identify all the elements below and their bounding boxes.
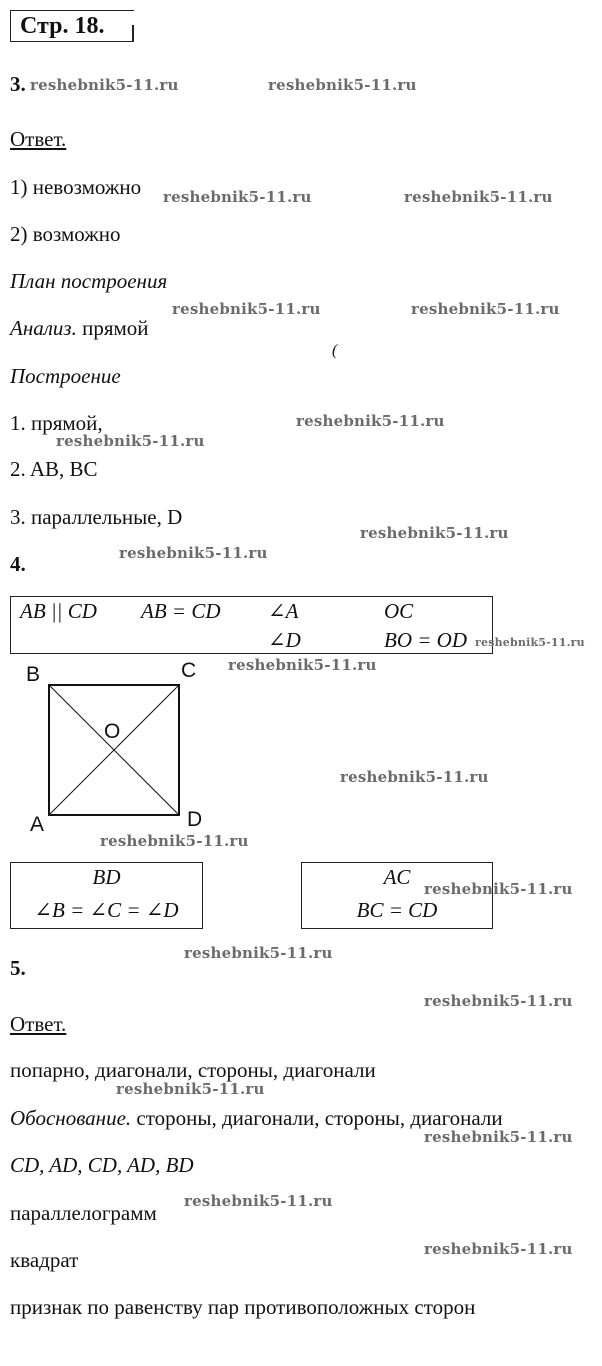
watermark: reshebnik5-11.ru [100,832,249,850]
watermark: reshebnik5-11.ru [411,300,560,318]
page-label: Стр. 18. [20,13,105,39]
task3-analysis [10,316,149,341]
watermark: reshebnik5-11.ru [404,188,553,206]
task3-analysis-label: Анализ. [10,316,77,340]
task3-stray-mark: ( [332,342,338,359]
task5-line3: CD, AD, CD, AD, BD [10,1153,194,1177]
watermark: reshebnik5-11.ru [172,300,321,318]
task4-table-c3a: ∠A [268,599,299,623]
watermark: reshebnik5-11.ru [116,1080,265,1098]
watermark: reshebnik5-11.ru [340,768,489,786]
header-box-edge [132,25,134,41]
watermark: reshebnik5-11.ru [296,412,445,430]
vertex-a-label: A [30,813,45,836]
task4-table-c1: AB || CD [20,599,97,623]
task3-line1: 1) невозможно [10,175,142,199]
task4-box-left-line2: ∠B = ∠C = ∠D [34,898,179,922]
task3-answer-label: Ответ. [10,127,67,151]
task3-step2: 2. AB, BC [10,457,98,481]
task5-line4: параллелограмм [10,1201,157,1225]
watermark: reshebnik5-11.ru [184,1192,333,1210]
vertex-d-label: D [187,808,203,831]
task4-number: 4. [10,552,26,576]
watermark: reshebnik5-11.ru [424,1240,573,1258]
task4-box-left-line1: BD [92,865,121,889]
task3-construction-label: Построение [10,364,121,388]
watermark: reshebnik5-11.ru [56,432,205,450]
watermark: reshebnik5-11.ru [475,636,585,649]
task3-line2: 2) возможно [10,222,121,246]
task5-line1: попарно, диагонали, стороны, диагонали [10,1058,376,1082]
task3-number: 3. [10,72,26,96]
watermark: reshebnik5-11.ru [424,992,573,1010]
center-o-label: O [104,720,121,743]
watermark: reshebnik5-11.ru [119,544,268,562]
task5-reason-label: Обоснование. [10,1106,132,1130]
task3-step3: 3. параллельные, D [10,505,183,529]
task5-line6: признак по равенству пар противоположных сторон [10,1295,476,1319]
task5-number: 5. [10,956,26,980]
task4-table-c2: AB = CD [141,599,221,623]
task5-line5: квадрат [10,1248,79,1272]
task4-table-c3b: ∠D [268,628,301,652]
task3-step1: 1. прямой, [10,411,103,435]
vertex-b-label: B [26,663,41,686]
vertex-c-label: C [181,659,197,682]
task5-reason-text: стороны, диагонали, стороны, диагонали [131,1106,503,1130]
watermark: reshebnik5-11.ru [268,76,417,94]
task5-answer-label: Ответ. [10,1012,67,1036]
watermark: reshebnik5-11.ru [184,944,333,962]
watermark: reshebnik5-11.ru [30,76,179,94]
watermark: reshebnik5-11.ru [163,188,312,206]
task4-box-right-line1: AC [383,865,411,889]
watermark: reshebnik5-11.ru [360,524,509,542]
task4-box-right-line2: BC = CD [356,898,438,922]
watermark: reshebnik5-11.ru [228,656,377,674]
task4-table-c4a: OC [384,599,414,623]
task3-plan-label: План построения [10,269,168,293]
watermark: reshebnik5-11.ru [424,1128,573,1146]
task3-analysis-text: прямой [76,316,149,340]
task4-table-c4b: BO = OD [384,628,467,652]
watermark: reshebnik5-11.ru [424,880,573,898]
